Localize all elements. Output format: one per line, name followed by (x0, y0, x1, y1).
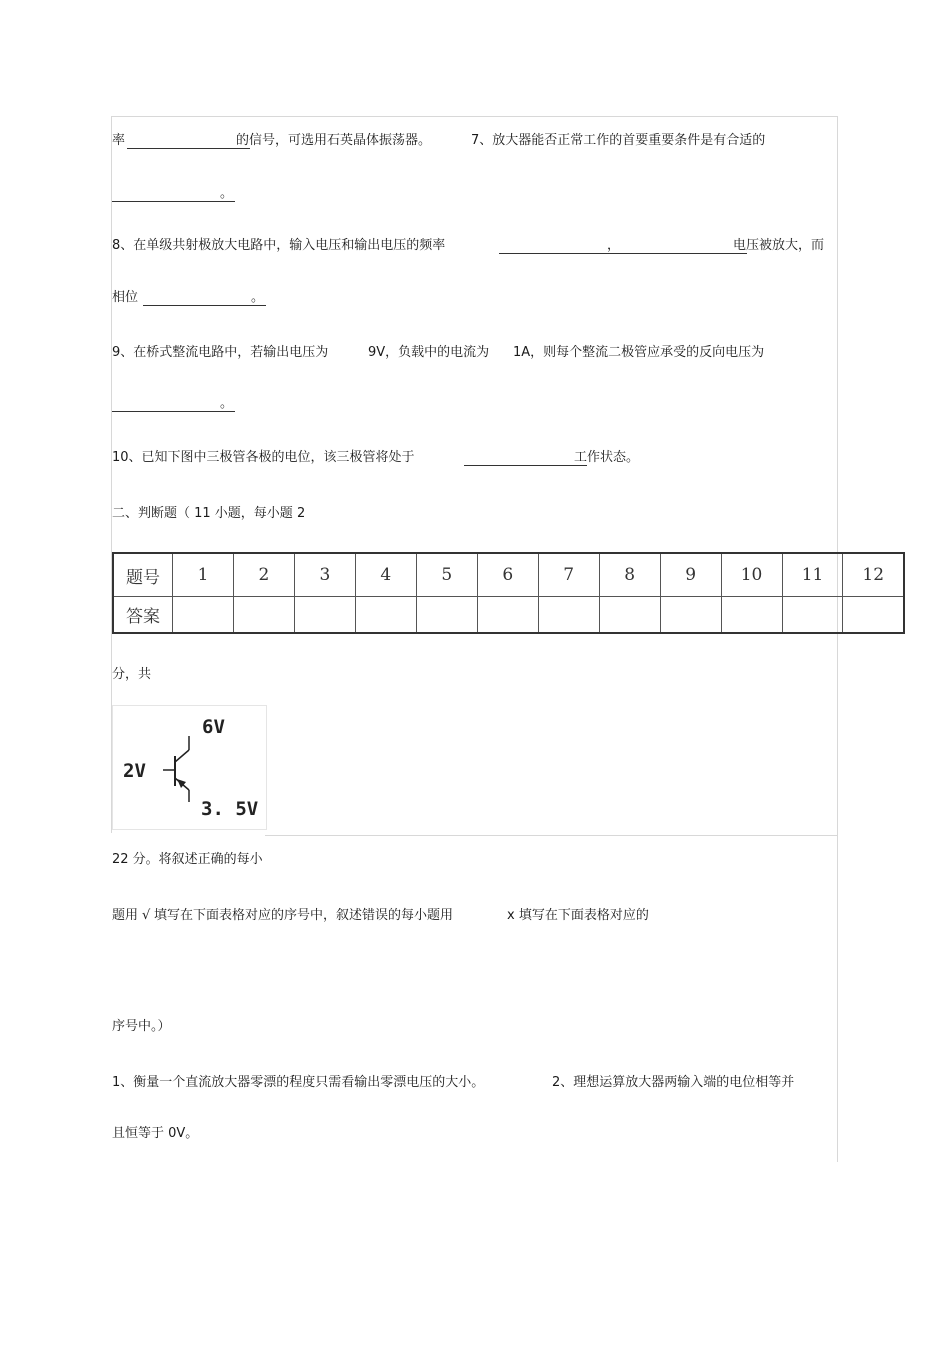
table-cell-answer[interactable] (477, 597, 538, 633)
table-row-answers (113, 597, 904, 633)
transistor-diagram (112, 705, 267, 830)
table-cell-number: 1 (173, 553, 234, 597)
text-segment: ， (607, 238, 621, 253)
text-line-5 (112, 345, 812, 363)
text-segment: 率 (112, 133, 126, 148)
text-line-4 (112, 290, 272, 308)
fill-blank (112, 186, 235, 202)
text-line-7 (112, 450, 672, 468)
text-line-9: 分，共 (112, 667, 152, 682)
text-line-12: 序号中。） (112, 1019, 171, 1034)
page-border-top (111, 116, 838, 117)
text-segment: 9V，负载中的电流为 (368, 345, 490, 360)
table-cell-answer[interactable] (233, 597, 294, 633)
fill-blank (112, 396, 235, 412)
text-segment: 。 (220, 396, 234, 411)
table-cell-number: 10 (721, 553, 782, 597)
text-segment: 相位 (112, 290, 139, 305)
table-cell-number: 4 (355, 553, 416, 597)
fill-blank (464, 450, 587, 466)
check-mark: √ (142, 908, 151, 923)
emitter-voltage-label: 3. 5V (201, 798, 259, 820)
section-heading: 二、判断题（ 11 小题，每小题 2 (112, 506, 306, 521)
text-line-3 (112, 238, 832, 256)
table-header-number: 题号 (113, 553, 173, 597)
page-border-mid (265, 835, 838, 836)
text-segment: 1、衡量一个直流放大器零漂的程度只需看输出零漂电压的大小。 (112, 1075, 485, 1090)
collector-voltage-label: 6V (202, 716, 225, 738)
table-cell-number: 7 (538, 553, 599, 597)
table-cell-answer[interactable] (660, 597, 721, 633)
text-line-6 (112, 396, 242, 414)
text-segment: 。 (220, 186, 234, 201)
table-row-numbers (113, 553, 904, 597)
table-cell-answer[interactable] (294, 597, 355, 633)
base-voltage-label: 2V (123, 760, 146, 782)
text-line-2 (112, 186, 242, 204)
table-header-answer: 答案 (113, 597, 173, 633)
fill-blank (499, 238, 747, 254)
table-cell-answer[interactable] (173, 597, 234, 633)
text-segment: x 填写在下面表格对应的 (507, 908, 649, 923)
table-cell-answer[interactable] (721, 597, 782, 633)
table-cell-answer[interactable] (355, 597, 416, 633)
table-cell-number: 3 (294, 553, 355, 597)
text-segment: 9、在桥式整流电路中，若输出电压为 (112, 345, 329, 360)
text-segment: 1A，则每个整流二极管应承受的反向电压为 (513, 345, 765, 360)
text-line-11 (112, 908, 712, 926)
table-cell-number: 12 (843, 553, 904, 597)
text-segment: 。 (251, 290, 265, 305)
table-cell-number: 11 (782, 553, 843, 597)
text-segment: 电压被放大，而 (733, 238, 825, 253)
answer-table (112, 552, 905, 634)
table-cell-number: 8 (599, 553, 660, 597)
fill-blank (143, 290, 266, 306)
text-segment: 题用 (112, 908, 139, 923)
text-segment: 10、已知下图中三极管各极的电位，该三极管将处于 (112, 450, 415, 465)
table-cell-number: 6 (477, 553, 538, 597)
table-cell-answer[interactable] (843, 597, 904, 633)
table-cell-answer[interactable] (416, 597, 477, 633)
text-line-1 (112, 133, 832, 151)
text-segment: 的信号，可选用石英晶体振荡器。 (236, 133, 432, 148)
table-cell-answer[interactable] (599, 597, 660, 633)
table-cell-answer[interactable] (782, 597, 843, 633)
text-segment: 工作状态。 (574, 450, 640, 465)
fill-blank (127, 133, 250, 149)
text-segment: 2、理想运算放大器两输入端的电位相等并 (552, 1075, 795, 1090)
page-border-right (837, 116, 838, 1162)
table-cell-number: 9 (660, 553, 721, 597)
table-cell-number: 2 (233, 553, 294, 597)
text-line-10: 22 分。将叙述正确的每小 (112, 852, 263, 867)
table-cell-number: 5 (416, 553, 477, 597)
table-cell-answer[interactable] (538, 597, 599, 633)
text-line-14: 且恒等于 0V。 (112, 1126, 199, 1141)
text-segment: 8、在单级共射极放大电路中，输入电压和输出电压的频率 (112, 238, 446, 253)
text-segment: 7、放大器能否正常工作的首要重要条件是有合适的 (471, 133, 766, 148)
text-segment: 填写在下面表格对应的序号中，叙述错误的每小题用 (154, 908, 454, 923)
text-line-13 (112, 1075, 832, 1093)
